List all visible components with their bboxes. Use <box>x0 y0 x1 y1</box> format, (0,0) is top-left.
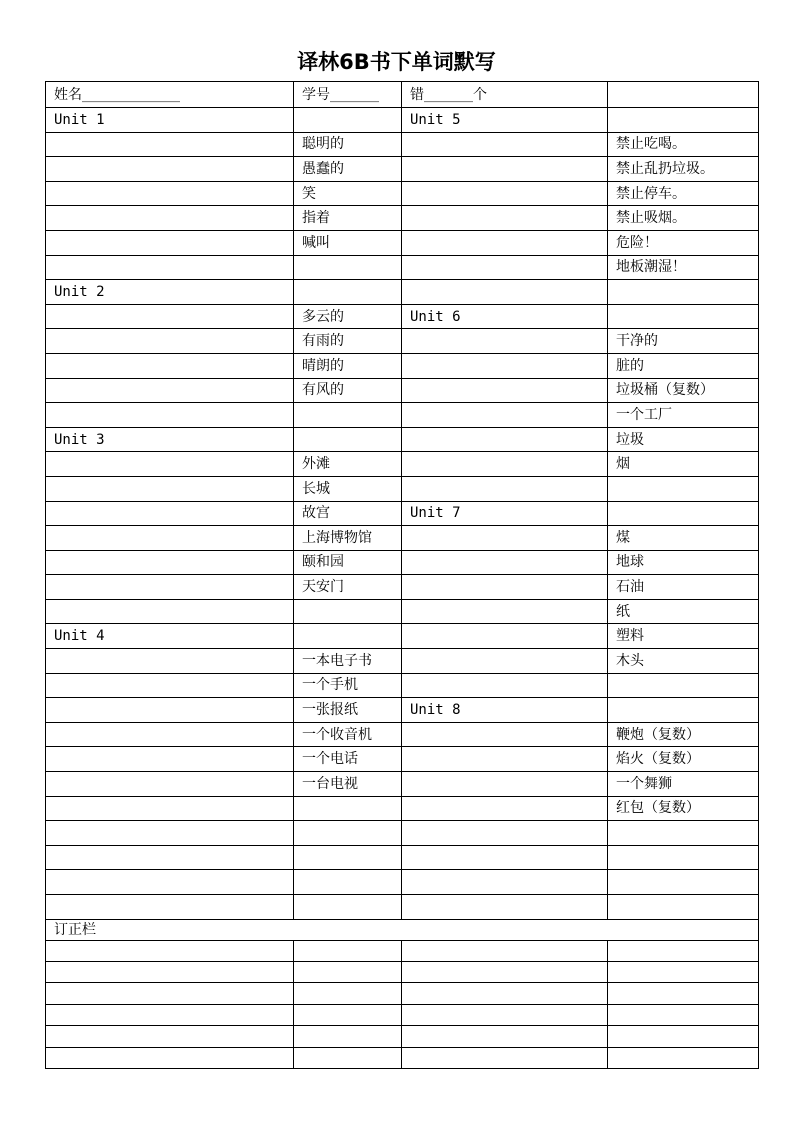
vocab-prompt: 长城 <box>294 476 402 501</box>
table-row <box>46 649 759 674</box>
table-row <box>46 550 759 575</box>
answer-cell[interactable] <box>402 403 608 428</box>
vocab-prompt: 指着 <box>294 206 402 231</box>
answer-cell[interactable] <box>402 132 608 157</box>
answer-cell[interactable] <box>294 427 402 452</box>
page-title: 译林6B书下单词默写 <box>297 50 496 74</box>
answer-cell[interactable] <box>294 845 402 870</box>
unit-heading: Unit 5 <box>402 108 608 133</box>
table-row <box>46 353 759 378</box>
answer-cell[interactable] <box>608 845 759 870</box>
answer-cell[interactable] <box>608 821 759 846</box>
correction-row <box>46 1047 759 1068</box>
correction-cell[interactable] <box>608 983 759 1004</box>
table-row <box>46 452 759 477</box>
answer-cell[interactable] <box>46 403 294 428</box>
answer-cell[interactable] <box>402 181 608 206</box>
vocab-prompt: 聪明的 <box>294 132 402 157</box>
vocab-prompt: 多云的 <box>294 304 402 329</box>
correction-cell[interactable] <box>46 1047 294 1068</box>
table-row <box>46 304 759 329</box>
table-row <box>46 476 759 501</box>
table-row <box>46 821 759 846</box>
answer-cell[interactable] <box>402 870 608 895</box>
correction-cell[interactable] <box>402 961 608 982</box>
vocab-prompt: 颐和园 <box>294 550 402 575</box>
answer-cell[interactable] <box>46 157 294 182</box>
answer-cell[interactable] <box>46 206 294 231</box>
vocab-prompt: 外滩 <box>294 452 402 477</box>
correction-cell[interactable] <box>402 1026 608 1047</box>
answer-cell[interactable] <box>294 403 402 428</box>
answer-cell[interactable] <box>402 280 608 305</box>
table-row <box>46 255 759 280</box>
vocab-prompt: 一本电子书 <box>294 649 402 674</box>
answer-cell[interactable] <box>608 280 759 305</box>
table-row <box>46 747 759 772</box>
answer-cell[interactable] <box>402 255 608 280</box>
answer-cell[interactable] <box>402 895 608 920</box>
correction-cell[interactable] <box>294 1026 402 1047</box>
correction-cell[interactable] <box>402 1004 608 1025</box>
correction-cell[interactable] <box>46 961 294 982</box>
answer-cell[interactable] <box>46 575 294 600</box>
answer-cell[interactable] <box>608 304 759 329</box>
answer-cell[interactable] <box>402 550 608 575</box>
table-row <box>46 624 759 649</box>
answer-cell[interactable] <box>46 526 294 551</box>
correction-cell[interactable] <box>46 1026 294 1047</box>
answer-cell[interactable] <box>402 821 608 846</box>
correction-cell[interactable] <box>402 940 608 961</box>
vocab-prompt: 有雨的 <box>294 329 402 354</box>
answer-cell[interactable] <box>294 895 402 920</box>
vocab-prompt: 塑料 <box>608 624 759 649</box>
correction-cell[interactable] <box>608 940 759 961</box>
table-row <box>46 230 759 255</box>
answer-cell[interactable] <box>402 427 608 452</box>
answer-cell[interactable] <box>294 870 402 895</box>
correction-row <box>46 1004 759 1025</box>
vocab-prompt: 脏的 <box>608 353 759 378</box>
table-row <box>46 403 759 428</box>
answer-cell[interactable] <box>402 747 608 772</box>
name-field[interactable]: 姓名______________ <box>46 82 294 108</box>
answer-cell[interactable] <box>294 796 402 821</box>
table-row <box>46 575 759 600</box>
vocab-prompt: 垃圾 <box>608 427 759 452</box>
vocab-prompt: 故宫 <box>294 501 402 526</box>
answer-cell[interactable] <box>402 772 608 797</box>
answer-cell[interactable] <box>46 821 294 846</box>
answer-cell[interactable] <box>46 599 294 624</box>
answer-cell[interactable] <box>294 108 402 133</box>
table-row <box>46 206 759 231</box>
answer-cell[interactable] <box>608 673 759 698</box>
correction-cell[interactable] <box>402 1047 608 1068</box>
vocab-prompt: 木头 <box>608 649 759 674</box>
correction-cell[interactable] <box>608 1026 759 1047</box>
vocab-prompt: 晴朗的 <box>294 353 402 378</box>
answer-cell[interactable] <box>608 698 759 723</box>
unit-heading: Unit 8 <box>402 698 608 723</box>
unit-heading: Unit 4 <box>46 624 294 649</box>
vocab-prompt: 有风的 <box>294 378 402 403</box>
correction-label: 订正栏 <box>46 919 759 940</box>
correction-cell[interactable] <box>608 1004 759 1025</box>
answer-cell[interactable] <box>46 329 294 354</box>
vocab-prompt: 石油 <box>608 575 759 600</box>
vocab-prompt: 红包（复数） <box>608 796 759 821</box>
answer-cell[interactable] <box>46 304 294 329</box>
answer-cell[interactable] <box>46 476 294 501</box>
correction-cell[interactable] <box>294 983 402 1004</box>
vocab-prompt: 笑 <box>294 181 402 206</box>
vocab-prompt: 地板潮湿！ <box>608 255 759 280</box>
student-id-field[interactable]: 学号_______ <box>294 82 402 108</box>
vocab-prompt: 一台电视 <box>294 772 402 797</box>
answer-cell[interactable] <box>46 870 294 895</box>
answer-cell[interactable] <box>402 673 608 698</box>
table-row <box>46 132 759 157</box>
answer-cell[interactable] <box>402 452 608 477</box>
answer-cell[interactable] <box>402 329 608 354</box>
answer-cell[interactable] <box>46 796 294 821</box>
unit-heading: Unit 6 <box>402 304 608 329</box>
table-row <box>46 108 759 133</box>
answer-cell[interactable] <box>608 895 759 920</box>
answer-cell[interactable] <box>46 132 294 157</box>
unit-heading: Unit 2 <box>46 280 294 305</box>
answer-cell[interactable] <box>46 673 294 698</box>
vocab-prompt: 愚蠢的 <box>294 157 402 182</box>
table-row <box>46 673 759 698</box>
correction-label-row <box>46 919 759 940</box>
answer-cell[interactable] <box>608 501 759 526</box>
answer-cell[interactable] <box>294 821 402 846</box>
answer-cell[interactable] <box>46 353 294 378</box>
correction-cell[interactable] <box>46 983 294 1004</box>
answer-cell[interactable] <box>46 722 294 747</box>
correction-cell[interactable] <box>294 940 402 961</box>
answer-cell[interactable] <box>402 206 608 231</box>
correction-cell[interactable] <box>46 940 294 961</box>
correction-cell[interactable] <box>46 1004 294 1025</box>
answer-cell[interactable] <box>46 501 294 526</box>
table-row <box>46 698 759 723</box>
correction-cell[interactable] <box>608 1047 759 1068</box>
correction-row <box>46 983 759 1004</box>
correction-cell[interactable] <box>294 1047 402 1068</box>
table-row <box>46 599 759 624</box>
answer-cell[interactable] <box>46 895 294 920</box>
unit-heading: Unit 3 <box>46 427 294 452</box>
vocab-prompt: 干净的 <box>608 329 759 354</box>
vocab-prompt: 焰火（复数） <box>608 747 759 772</box>
answer-cell[interactable] <box>46 772 294 797</box>
vocab-prompt: 禁止乱扔垃圾。 <box>608 157 759 182</box>
table-row <box>46 181 759 206</box>
table-row <box>46 157 759 182</box>
answer-cell[interactable] <box>46 747 294 772</box>
table-row <box>46 427 759 452</box>
table-row <box>46 772 759 797</box>
vocab-prompt: 天安门 <box>294 575 402 600</box>
vocab-prompt: 一个收音机 <box>294 722 402 747</box>
table-row <box>46 870 759 895</box>
correction-row <box>46 1026 759 1047</box>
answer-cell[interactable] <box>608 108 759 133</box>
correction-cell[interactable] <box>294 961 402 982</box>
table-row <box>46 895 759 920</box>
vocab-prompt: 一个电话 <box>294 747 402 772</box>
answer-cell[interactable] <box>402 526 608 551</box>
vocab-prompt: 一个舞狮 <box>608 772 759 797</box>
answer-cell[interactable] <box>294 624 402 649</box>
answer-cell[interactable] <box>402 796 608 821</box>
vocab-prompt: 烟 <box>608 452 759 477</box>
vocab-prompt: 禁止吃喝。 <box>608 132 759 157</box>
vocab-prompt: 鞭炮（复数） <box>608 722 759 747</box>
answer-cell[interactable] <box>294 599 402 624</box>
correction-row <box>46 940 759 961</box>
table-row <box>46 280 759 305</box>
answer-cell[interactable] <box>402 353 608 378</box>
table-row <box>46 796 759 821</box>
answer-cell[interactable] <box>46 230 294 255</box>
table-row <box>46 722 759 747</box>
vocab-prompt: 煤 <box>608 526 759 551</box>
vocabulary-sheet <box>45 81 759 1069</box>
answer-cell[interactable] <box>46 550 294 575</box>
header-row <box>46 82 759 108</box>
answer-cell[interactable] <box>46 181 294 206</box>
vocab-prompt: 一个工厂 <box>608 403 759 428</box>
answer-cell[interactable] <box>402 157 608 182</box>
correction-cell[interactable] <box>294 1004 402 1025</box>
answer-cell[interactable] <box>402 624 608 649</box>
correction-cell[interactable] <box>608 961 759 982</box>
vocab-prompt: 垃圾桶（复数） <box>608 378 759 403</box>
answer-cell[interactable] <box>46 649 294 674</box>
unit-heading: Unit 7 <box>402 501 608 526</box>
answer-cell[interactable] <box>402 599 608 624</box>
answer-cell[interactable] <box>402 845 608 870</box>
answer-cell[interactable] <box>608 476 759 501</box>
answer-cell[interactable] <box>46 452 294 477</box>
vocab-prompt: 地球 <box>608 550 759 575</box>
table-row <box>46 378 759 403</box>
correction-cell[interactable] <box>402 983 608 1004</box>
answer-cell[interactable] <box>46 378 294 403</box>
vocab-prompt: 上海博物馆 <box>294 526 402 551</box>
vocab-prompt: 禁止吸烟。 <box>608 206 759 231</box>
answer-cell[interactable] <box>402 230 608 255</box>
table-row <box>46 845 759 870</box>
vocab-prompt: 危险！ <box>608 230 759 255</box>
answer-cell[interactable] <box>46 255 294 280</box>
vocab-prompt: 禁止停车。 <box>608 181 759 206</box>
vocab-prompt: 纸 <box>608 599 759 624</box>
answer-cell[interactable] <box>402 476 608 501</box>
answer-cell[interactable] <box>402 575 608 600</box>
answer-cell[interactable] <box>608 870 759 895</box>
table-row <box>46 501 759 526</box>
vocab-prompt: 一张报纸 <box>294 698 402 723</box>
error-count-field[interactable]: 错_______个 <box>402 82 608 108</box>
vocab-prompt: 一个手机 <box>294 673 402 698</box>
correction-row <box>46 961 759 982</box>
answer-cell[interactable] <box>46 698 294 723</box>
answer-cell[interactable] <box>402 378 608 403</box>
vocab-prompt: 喊叫 <box>294 230 402 255</box>
unit-heading: Unit 1 <box>46 108 294 133</box>
table-row <box>46 526 759 551</box>
answer-cell[interactable] <box>294 255 402 280</box>
header-blank-cell <box>608 82 759 108</box>
table-row <box>46 329 759 354</box>
answer-cell[interactable] <box>402 722 608 747</box>
answer-cell[interactable] <box>294 280 402 305</box>
answer-cell[interactable] <box>402 649 608 674</box>
answer-cell[interactable] <box>46 845 294 870</box>
